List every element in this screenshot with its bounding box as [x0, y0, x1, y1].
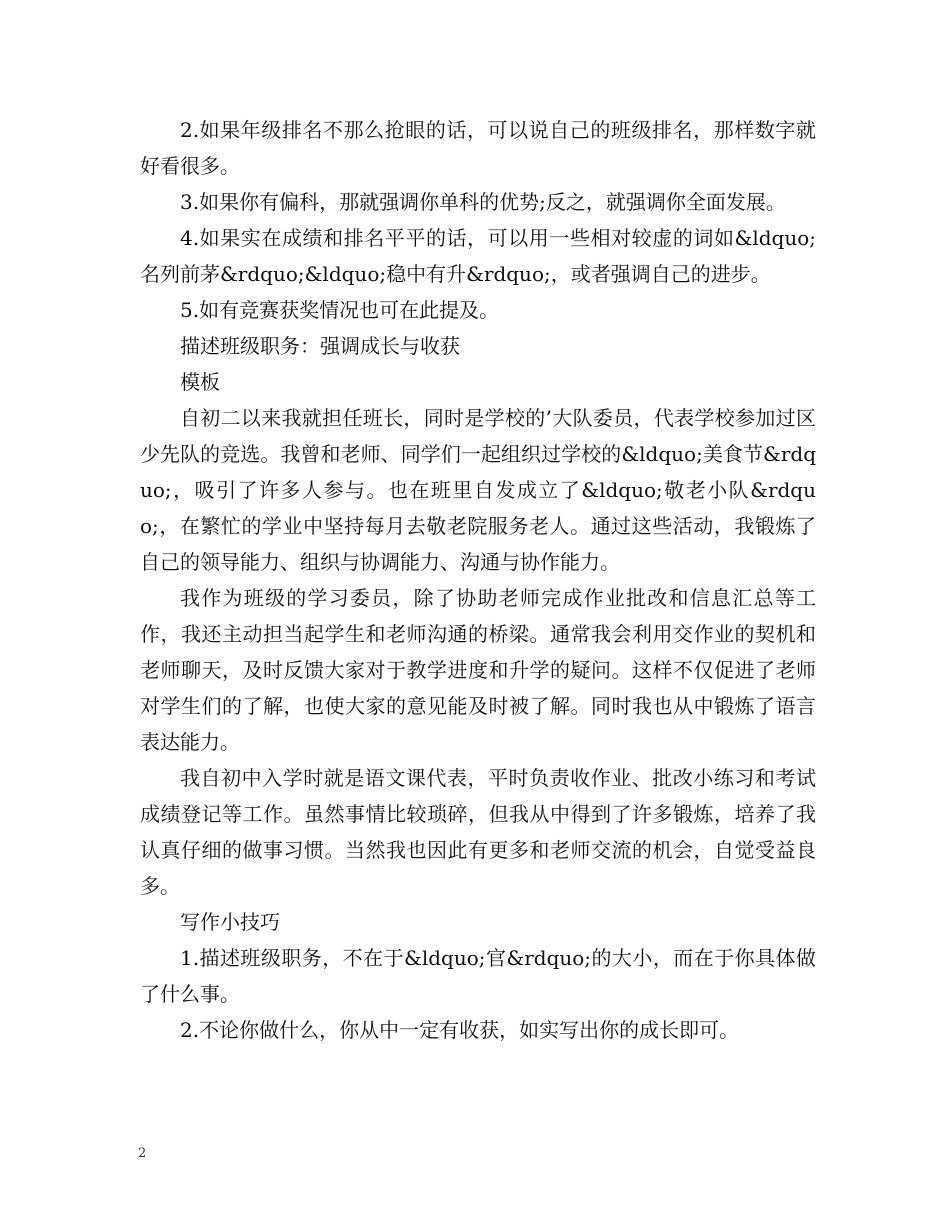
paragraph-writing-tip-1: 1.描述班级职务，不在于&ldquo;官&rdquo;的大小，而在于你具体做了什么事。 — [140, 946, 816, 1006]
paragraph-tip-subject-strength: 3.如果你有偏科，那就强调你单科的优势;反之，就强调你全面发展。 — [180, 190, 786, 214]
paragraph-writing-tip-2: 2.不论你做什么，你从中一定有收获，如实写出你的成长即可。 — [180, 1018, 740, 1042]
paragraph-tip-competition: 5.如有竞赛获奖情况也可在此提及。 — [180, 298, 500, 322]
template-label: 模板 — [180, 370, 220, 394]
page-number: 2 — [138, 1146, 147, 1161]
section-heading-class-duties: 描述班级职务：强调成长与收获 — [180, 334, 460, 358]
paragraph-template-monitor: 自初二以来我就担任班长，同时是学校的’大队委员，代表学校参加过区少先队的竞选。我曾和老师、同学们一起组织过学校的&ldquo;美食节&rdquo;，吸引了许多人参与。也在班里自发成立了&ldquo;敬老小队&rdquo;，在繁忙的学业中坚持每月去敬老院服务老人。通过这些活动，我锻炼了自己的领导能力、组织与协调能力、沟通与协作能力。 — [140, 406, 816, 574]
paragraph-tip-vague-words: 4.如果实在成绩和排名平平的话，可以用一些相对较虚的词如&ldquo;名列前茅&rdquo;&ldquo;稳中有升&rdquo;，或者强调自己的进步。 — [140, 226, 816, 286]
paragraph-template-chinese-rep: 我自初中入学时就是语文课代表，平时负责收作业、批改小练习和考试成绩登记等工作。虽然事情比较琐碎，但我从中得到了许多锻炼，培养了我认真仔细的做事习惯。当然我也因此有更多和老师交流的机会，自觉受益良多。 — [140, 766, 816, 898]
paragraph-template-study-committee: 我作为班级的学习委员，除了协助老师完成作业批改和信息汇总等工作，我还主动担当起学生和老师沟通的桥梁。通常我会利用交作业的契机和老师聊天，及时反馈大家对于教学进度和升学的疑问。这样不仅促进了老师对学生们的了解，也使大家的意见能及时被了解。同时我也从中锻炼了语言表达能力。 — [140, 586, 816, 754]
document-body — [140, 112, 816, 1048]
writing-tips-heading: 写作小技巧 — [180, 910, 280, 934]
paragraph-tip-class-rank: 2.如果年级排名不那么抢眼的话，可以说自己的班级排名，那样数字就好看很多。 — [140, 118, 816, 178]
